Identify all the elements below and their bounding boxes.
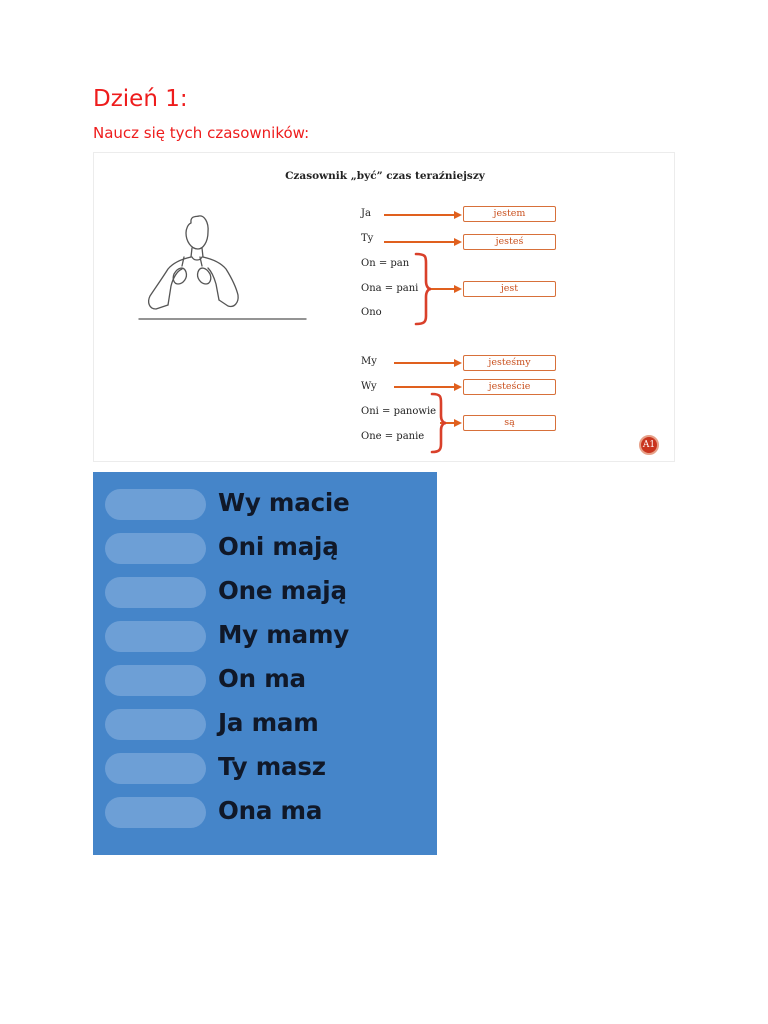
slide-title: Czasownik „być” czas teraźniejszy [285,170,485,182]
answer-blank [105,621,206,652]
pronoun-on: On = pan [361,258,410,269]
answer-blank [105,753,206,784]
phrase-item: Ja mam [218,708,319,737]
pronoun-ona: Ona = pani [361,283,419,294]
miec-conjugation-panel [93,472,437,855]
pronoun-wy: Wy [361,381,377,392]
page-heading: Dzień 1: [93,86,188,112]
form-jestesmy: jesteśmy [463,355,556,371]
answer-blank [105,489,206,520]
person-illustration [139,216,306,319]
verb-conjugation-slide [93,152,675,462]
answer-blank [105,709,206,740]
pronoun-my: My [361,356,377,367]
phrase-item: On ma [218,664,306,693]
phrase-item: Wy macie [218,488,350,517]
form-jestescie: jesteście [463,379,556,395]
pronoun-ono: Ono [361,307,382,318]
pronoun-ja: Ja [361,208,371,219]
answer-blank [105,577,206,608]
answer-blank [105,533,206,564]
pronoun-oni: Oni = panowie [361,406,437,417]
phrase-item: Ty masz [218,752,326,781]
answer-blank [105,665,206,696]
form-jestes: jesteś [463,234,556,250]
pronoun-ty: Ty [361,233,374,244]
phrase-item: Oni mają [218,532,339,561]
conjugation-arrows [384,211,462,427]
phrase-item: My mamy [218,620,350,649]
phrase-item: One mają [218,576,347,605]
form-jestem: jestem [463,206,556,222]
pronoun-one: One = panie [361,431,425,442]
level-badge: A1 [639,435,659,455]
phrase-item: Ona ma [218,796,323,825]
form-sa: są [463,415,556,431]
page-subheading: Naucz się tych czasowników: [93,124,310,142]
answer-blank [105,797,206,828]
form-jest: jest [463,281,556,297]
